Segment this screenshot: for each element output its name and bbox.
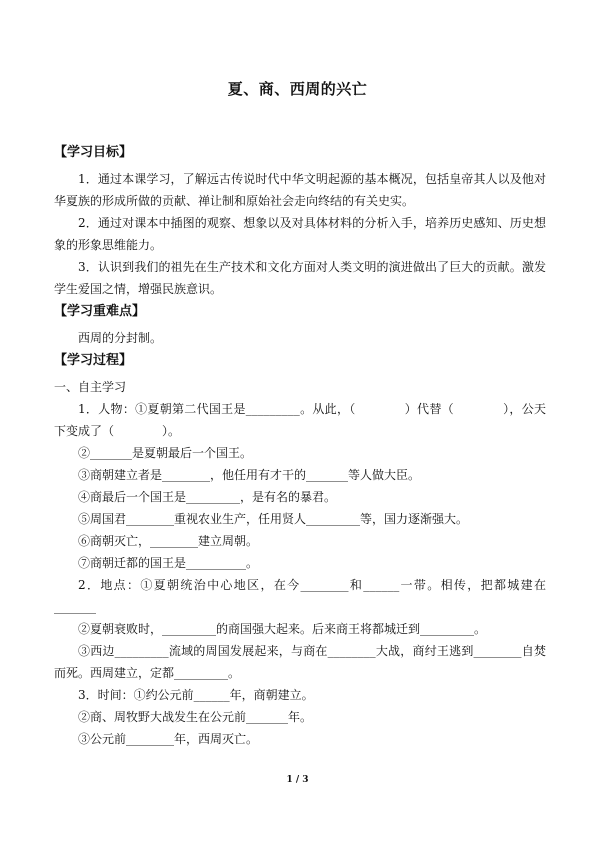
exercise-line: 2．地点：①夏朝统治中心地区，在今________和______一带。相传，把都城建在_______	[54, 578, 546, 614]
objectives-heading: 【学习目标】	[54, 145, 133, 160]
exercise-line: 3．时间：①约公元前______年，商朝建立。	[78, 688, 314, 702]
exercise-line: 1．人物：①夏朝第二代国王是_________。从此，（ ）代替（ ），公天下变成了（ ）。	[54, 402, 546, 438]
self-study-label: 一、自主学习	[54, 380, 127, 394]
objective-item-2: 2．通过对课本中插图的观察、想象以及对具体材料的分析入手，培养历史感知、历史想象的形象思维能力。	[54, 216, 546, 252]
exercise-line: ③西边_________流域的周国发展起来，与商在________大战，商纣王逃到________自焚而死。西周建立，定都_________。	[54, 644, 546, 680]
process-heading: 【学习过程】	[54, 353, 133, 368]
exercise-line: ②商、周牧野大战发生在公元前_______年。	[78, 710, 313, 724]
page-title: 夏、商、西周的兴亡	[227, 80, 368, 98]
page-number: 1 / 3	[286, 775, 309, 785]
exercise-line: ⑤周国君________重视农业生产，任用贤人_________等，国力逐渐强大。	[78, 512, 469, 526]
exercise-line: ④商最后一个国王是_________，是有名的暴君。	[78, 490, 337, 504]
exercise-line: ②夏朝衰败时，_________的商国强大起来。后来商王将都城迁到_________。	[78, 622, 487, 636]
exercise-line: ⑦商朝迁都的国王是__________。	[78, 556, 259, 570]
objective-item-3: 3．认识到我们的祖先在生产技术和文化方面对人类文明的演进做出了巨大的贡献。激发学生爱国之情，增强民族意识。	[54, 260, 546, 296]
key-points-heading: 【学习重难点】	[54, 304, 146, 319]
exercise-line: ⑥商朝灭亡，________建立周朝。	[78, 534, 259, 548]
document-body	[54, 144, 546, 750]
exercise-line: ②_______是夏朝最后一个国王。	[78, 446, 253, 460]
key-points-text: 西周的分封制。	[78, 331, 163, 345]
exercise-line: ③公元前________年，西周灭亡。	[78, 732, 259, 746]
objective-item-1: 1．通过本课学习，了解远古传说时代中华文明起源的基本概况，包括皇帝其人以及他对华夏族的形成所做的贡献、禅让制和原始社会走向终结的有关史实。	[54, 172, 546, 208]
exercise-line: ③商朝建立者是________，他任用有才干的_______等人做大臣。	[78, 468, 421, 482]
